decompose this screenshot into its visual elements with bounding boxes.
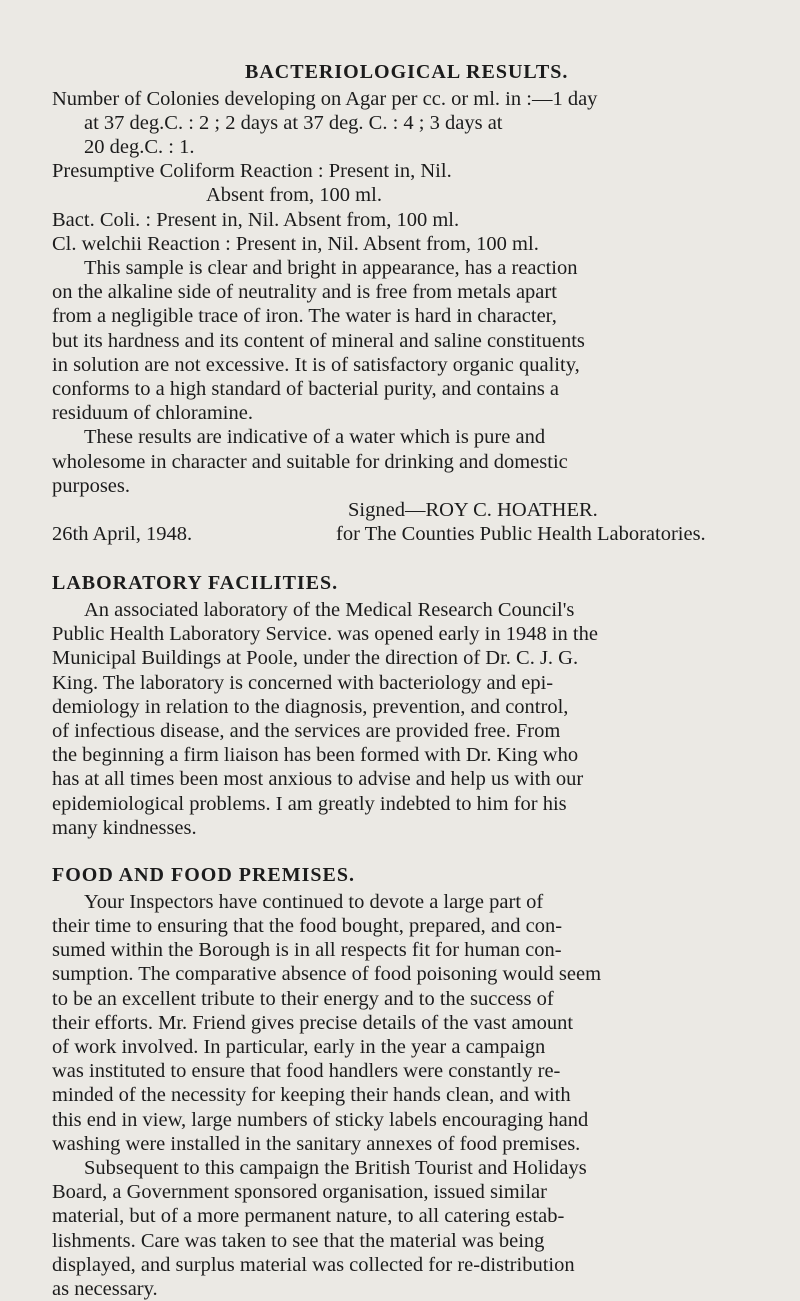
text-line: was instituted to ensure that food handlers were constantly re- [52, 1060, 561, 1082]
text-line: Your Inspectors have continued to devote a large part of [84, 891, 544, 913]
text-line: These results are indicative of a water which is pure and [84, 426, 546, 448]
text-line: material, but of a more permanent nature, to all catering estab- [52, 1205, 565, 1227]
text-line: King. The laboratory is concerned with bacteriology and epi- [52, 672, 554, 694]
text-line: Municipal Buildings at Poole, under the direction of Dr. C. J. G. [52, 647, 579, 669]
text-line: washing were installed in the sanitary annexes of food premises. [52, 1133, 581, 1155]
heading-food-and-food-premises: FOOD AND FOOD PREMISES. [52, 864, 356, 886]
text-line: demiology in relation to the diagnosis, prevention, and control, [52, 696, 569, 718]
text-line: Public Health Laboratory Service. was opened early in 1948 in the [52, 623, 598, 645]
signatory-org-line: for The Counties Public Health Laboratories. [336, 523, 706, 545]
text-line: has at all times been most anxious to advise and help us with our [52, 768, 584, 790]
text-line: epidemiological problems. I am greatly indebted to him for his [52, 793, 567, 815]
text-line: An associated laboratory of the Medical Research Council's [84, 599, 575, 621]
text-line: at 37 deg.C. : 2 ; 2 days at 37 deg. C. : 4 ; 3 days at [84, 112, 503, 134]
heading-bacteriological-results: BACTERIOLOGICAL RESULTS. [245, 61, 569, 83]
text-line: wholesome in character and suitable for drinking and domestic [52, 451, 568, 473]
signature-line: Signed—ROY C. HOATHER. [348, 499, 598, 521]
text-line: of work involved. In particular, early in the year a campaign [52, 1036, 546, 1058]
text-line: on the alkaline side of neutrality and is free from metals apart [52, 281, 557, 303]
text-line: their time to ensuring that the food bought, prepared, and con- [52, 915, 563, 937]
text-line: This sample is clear and bright in appearance, has a reaction [84, 257, 578, 279]
text-line: of infectious disease, and the services are provided free. From [52, 720, 561, 742]
text-line: 20 deg.C. : 1. [84, 136, 195, 158]
date-line: 26th April, 1948. [52, 523, 193, 545]
text-line: purposes. [52, 475, 131, 497]
text-line: sumed within the Borough is in all respects fit for human con- [52, 939, 562, 961]
text-line: sumption. The comparative absence of food poisoning would seem [52, 963, 602, 985]
text-line: conforms to a high standard of bacterial purity, and contains a [52, 378, 560, 400]
text-line: Board, a Government sponsored organisation, issued similar [52, 1181, 547, 1203]
text-line: displayed, and surplus material was collected for re-distribution [52, 1254, 575, 1276]
text-line: but its hardness and its content of mineral and saline constituents [52, 330, 585, 352]
text-line: many kindnesses. [52, 817, 197, 839]
text-line: Cl. welchii Reaction : Present in, Nil. Absent from, 100 ml. [52, 233, 539, 255]
text-line: Presumptive Coliform Reaction : Present in, Nil. [52, 160, 452, 182]
text-line: Bact. Coli. : Present in, Nil. Absent from, 100 ml. [52, 209, 460, 231]
text-line: this end in view, large numbers of sticky labels encouraging hand [52, 1109, 589, 1131]
text-line: Number of Colonies developing on Agar per cc. or ml. in :—1 day [52, 88, 598, 110]
text-line: in solution are not excessive. It is of satisfactory organic quality, [52, 354, 580, 376]
text-line: lishments. Care was taken to see that the material was being [52, 1230, 545, 1252]
text-line: the beginning a firm liaison has been formed with Dr. King who [52, 744, 579, 766]
text-line: from a negligible trace of iron. The water is hard in character, [52, 305, 557, 327]
heading-laboratory-facilities: LABORATORY FACILITIES. [52, 572, 339, 594]
text-line: residuum of chloramine. [52, 402, 253, 424]
text-line: minded of the necessity for keeping their hands clean, and with [52, 1084, 571, 1106]
text-line: to be an excellent tribute to their energy and to the success of [52, 988, 554, 1010]
text-line: Subsequent to this campaign the British Tourist and Holidays [84, 1157, 587, 1179]
text-line: as necessary. [52, 1278, 158, 1300]
text-line: their efforts. Mr. Friend gives precise details of the vast amount [52, 1012, 574, 1034]
text-line: Absent from, 100 ml. [206, 184, 382, 206]
